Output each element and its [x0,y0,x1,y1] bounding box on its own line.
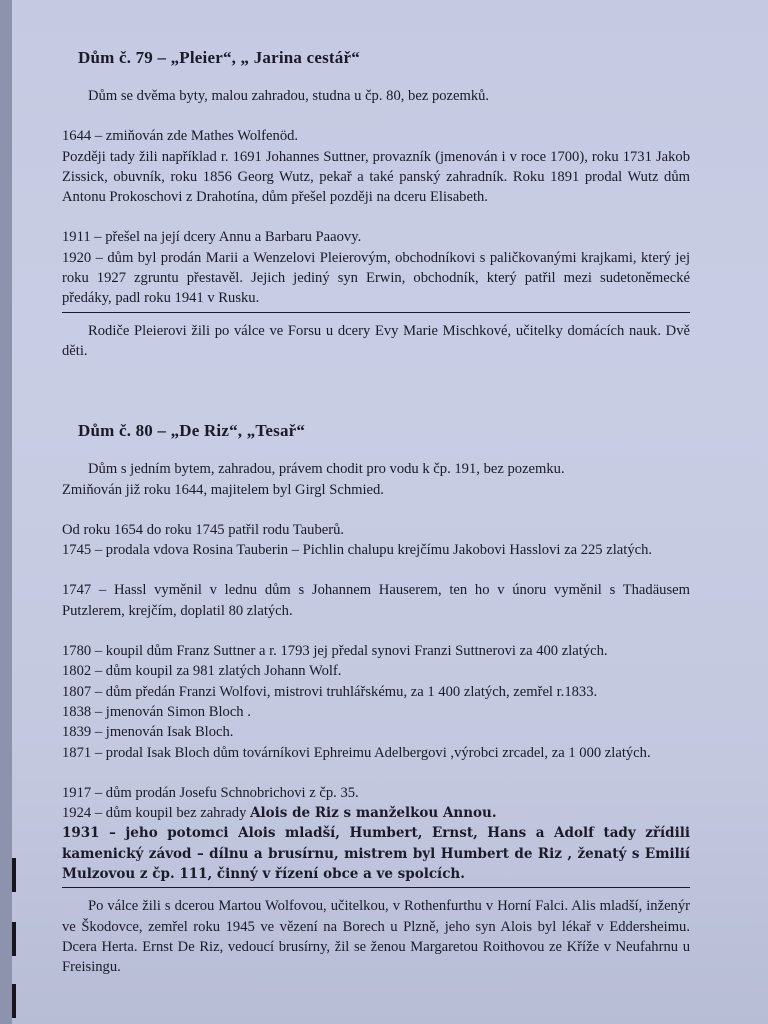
section-divider [62,312,690,313]
house-79-entry-1644: 1644 – zmiňován zde Mathes Wolfenöd. [62,128,299,145]
house-80-entry-1654: Od roku 1654 do roku 1745 patřil rodu Tauberů. [62,521,345,538]
house-79-entry-1911: 1911 – přešel na její dcery Annu a Barbaru Paaovy. [62,229,362,246]
house-79-heading: Dům č. 79 – „Pleier“, „ Jarina cestář“ [78,48,360,67]
house-80-heading: Dům č. 80 – „De Riz“, „Tesař“ [78,421,306,441]
house-79-later-owners: Později tady žili například r. 1691 Johannes Suttner, provazník (jmenován i v roce 1700), roku 1731 Jakob Zissick, obuvník, roku 1856 Georg Wutz, pekař a také panský zahradník. Roku 1891 prodal Wutz dům Antonu Prokoschovi z Drahotína, dům přešel později na dceru Elisabeth. [62,148,690,206]
house-80-intro: Dům s jedním bytem, zahradou, právem chodit pro vodu k čp. 191, bez pozemku. [88,461,565,478]
house-80-entry-1917: 1917 – dům prodán Josefu Schnobrichovi z čp. 35. [62,784,359,801]
house-80-mention: Zmiňován již roku 1644, majitelem byl Girgl Schmied. [62,481,384,498]
house-79-after-war: Rodiče Pleierovi žili po válce ve Forsu u dcery Evy Marie Mischkové, učitelky domácích nauk. Dvě děti. [62,322,690,359]
document-page [12,0,768,1024]
house-80-entry-1780: 1780 – koupil dům Franz Suttner a r. 1793 jej předal synovi Franzi Suttnerovi za 400 zlatých. [62,643,608,660]
section-divider [62,887,690,888]
house-79-intro: Dům se dvěma byty, malou zahradou, studna u čp. 80, bez pozemků. [88,88,490,104]
house-80-entry-1745: 1745 – prodala vdova Rosina Tauberin – Pichlin chalupu krejčímu Jakobovi Hasslovi za 225 zlatých. [62,542,653,559]
house-80-entry-1871: 1871 – prodal Isak Bloch dům továrníkovi Ephreimu Adelbergovi ,výrobci zrcadel, za 1 000 zlatých. [62,744,651,761]
document-body [62,48,690,978]
house-80-entry-1924 [62,803,690,823]
entry-1924-text: 1924 – dům koupil bez zahrady [62,805,251,822]
binding-mark [12,922,16,956]
house-79-entry-1920: 1920 – dům byl prodán Marii a Wenzelovi Pleierovým, obchodníkovi s paličkovanými krajkami, který jej roku 1927 zgruntu přestavěl. Jejich jediný syn Erwin, obchodník, který patřil mezi sudetoněmecké předáky, padl roku 1941 v Rusku. [62,249,690,307]
house-80-entry-1747: 1747 – Hassl vyměnil v lednu dům s Johannem Hauserem, ten ho v únoru vyměnil s Thadäusem Putzlerem, krejčím, doplatil 80 zlatých. [62,582,690,619]
entry-1924-bold: Alois de Riz s manželkou Annou. [250,805,497,822]
house-80-entry-1807: 1807 – dům předán Franzi Wolfovi, mistrovi truhlářskému, za 1 400 zlatých, zemřel r.1833. [62,683,598,700]
house-80-after-war: Po válce žili s dcerou Martou Wolfovou, učitelkou, v Rothenfurthu v Horní Falci. Alis mladší, inženýr ve Škodovce, zemřel roku 1945 ve vězení na Borech u Plzně, jeho syn Alois byl lékař v Eddersheimu. Dcera Herta. Ernst De Riz, vedoucí brusírny, žil se ženou Margaretou Roithovou ze Kříže v Neufahrnu u Freisingu. [62,898,690,976]
binding-mark [12,984,16,1018]
house-80-entry-1802: 1802 – dům koupil za 981 zlatých Johann Wolf. [62,663,342,680]
house-80-entry-1839: 1839 – jmenován Isak Bloch. [62,724,234,741]
house-80-entry-1838: 1838 – jmenován Simon Bloch . [62,703,251,720]
house-80-entry-1931: 1931 – jeho potomci Alois mladší, Humbert, Ernst, Hans a Adolf tady zřídili kamenický závod – dílnu a brusírnu, mistrem byl Humbert de Riz , ženatý s Emilií Mulzovou z čp. 111, činný v řízení obce a ve spolcích. [62,825,690,883]
binding-mark [12,858,16,892]
